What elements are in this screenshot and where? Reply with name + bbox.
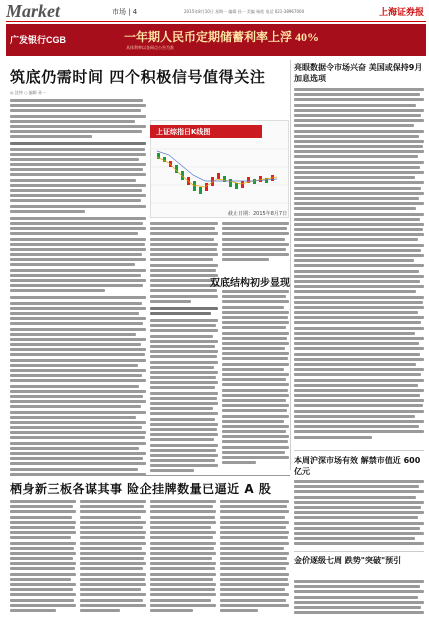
bottom-column-4 (220, 500, 289, 620)
right-headline-1: 亮眼数据令市场兴奋 美国或保持9月加息选项 (294, 63, 423, 83)
bottom-headline: 栖身新三板各谋其事 险企挂牌数量已逼近 A 股 (10, 482, 272, 496)
article-column-3 (222, 222, 289, 272)
chart-caption: 截止日期：2015年8月7日 (228, 211, 288, 217)
right-headline-3: 金价逐级七周 跌势"突破"预引 (294, 556, 402, 565)
bottom-divider (10, 475, 290, 476)
issue-info: 2015年8月10日 星期一 编辑 孙一 美编 杨欣 电话 021-38967000 (184, 9, 305, 14)
article-byline: ◎ 沈仲 ○ 编辑 孙一 (10, 90, 47, 95)
newspaper-name: 上海证券报 (378, 7, 424, 17)
right-divider-1 (294, 450, 424, 451)
section-label: 市场 | 4 (112, 8, 138, 16)
banner-subtext: 具体利率以各网点公告为准 (126, 45, 174, 50)
right-divider-2 (294, 551, 424, 552)
right-article-1 (294, 88, 424, 448)
section-headline-double-bottom: 双底结构初步显现 (210, 278, 290, 289)
bottom-column-2 (80, 500, 146, 620)
column-divider (290, 60, 291, 470)
main-headline: 筑底仍需时间 四个积极信号值得关注 (10, 68, 266, 86)
right-headline-2: 本周沪深市场有效 解禁市值近 600 亿元 (294, 456, 421, 476)
bottom-column-3 (150, 500, 216, 620)
right-article-2 (294, 480, 424, 550)
banner-slogan: 一年期人民币定期储蓄利率上浮 40% (124, 30, 320, 44)
bottom-column-1 (10, 500, 76, 620)
bank-logo: 广发银行CGB (10, 35, 66, 45)
article-column-4 (222, 290, 289, 475)
bank-ad-banner[interactable] (6, 24, 426, 56)
right-article-3 (294, 580, 424, 620)
section-brand: Market (6, 1, 60, 21)
chart-title: 上证综指日K线图 (150, 125, 262, 138)
article-column-2 (150, 222, 218, 474)
masthead (6, 1, 426, 22)
article-column-1 (10, 90, 146, 475)
